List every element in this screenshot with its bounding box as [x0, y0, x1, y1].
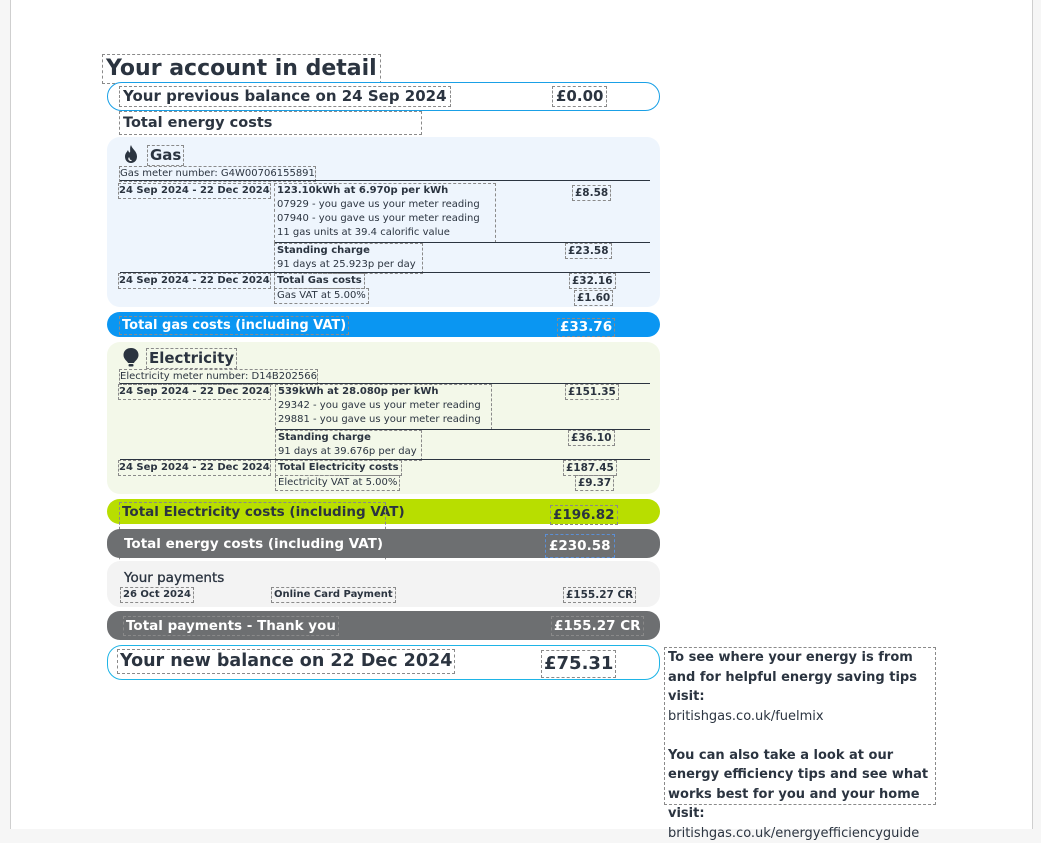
- divider: [120, 459, 650, 460]
- divider: [120, 272, 650, 273]
- electricity-total-bar-amount: £196.82: [551, 506, 617, 524]
- electricity-total-amount: £187.45: [564, 461, 616, 475]
- electricity-vat-amount: £9.37: [576, 476, 613, 490]
- electricity-usage-amount: £151.35: [566, 385, 618, 399]
- gas-usage-period: 24 Sep 2024 - 22 Dec 2024: [119, 184, 270, 198]
- payments-heading: Your payments: [124, 569, 224, 587]
- divider: [120, 180, 650, 181]
- total-payments-label: Total payments - Thank you: [124, 617, 338, 635]
- previous-balance-label: Your previous balance on 24 Sep 2024: [120, 87, 450, 106]
- gas-reading-1: 07929 - you gave us your meter reading: [275, 198, 495, 212]
- electricity-standing-charge-detail: 91 days at 39.676p per day: [276, 445, 421, 459]
- total-energy-bar-label: Total energy costs (including VAT): [124, 535, 383, 553]
- electricity-reading-2: 29881 - you gave us your meter reading: [276, 413, 491, 427]
- electricity-standing-charge: [276, 431, 421, 460]
- new-balance-amount: £75.31: [542, 651, 615, 677]
- electricity-usage-title: 539kWh at 28.080p per kWh: [276, 385, 491, 399]
- gas-usage-detail: [275, 184, 495, 242]
- gas-vat-label: Gas VAT at 5.00%: [275, 289, 368, 303]
- payment-date: 26 Oct 2024: [121, 588, 193, 602]
- gas-standing-charge-detail: 91 days at 25.923p per day: [275, 258, 422, 272]
- total-energy-costs-heading: Total energy costs: [120, 112, 421, 134]
- fuel-mix-link[interactable]: britishgas.co.uk/fuelmix: [668, 707, 932, 727]
- lightbulb-icon: [122, 347, 140, 369]
- new-balance-label: Your new balance on 22 Dec 2024: [118, 650, 454, 673]
- electricity-usage-period: 24 Sep 2024 - 22 Dec 2024: [119, 385, 270, 399]
- electricity-total-period: 24 Sep 2024 - 22 Dec 2024: [119, 461, 270, 475]
- fuel-mix-text: To see where your energy is from and for helpful energy saving tips visit:: [668, 648, 932, 707]
- electricity-total-title: Total Electricity costs: [276, 461, 401, 475]
- gas-usage-amount: £8.58: [573, 186, 610, 200]
- electricity-standing-charge-amount: £36.10: [569, 431, 614, 445]
- page-title: Your account in detail: [103, 55, 380, 83]
- divider: [275, 242, 650, 243]
- total-payments-amount: £155.27 CR: [552, 617, 643, 635]
- efficiency-tips-text: You can also take a look at our energy efficiency tips and see what works best for you and your home visit:: [668, 746, 932, 824]
- divider: [276, 429, 650, 430]
- gas-standing-charge: [275, 244, 422, 273]
- divider: [120, 383, 650, 384]
- electricity-meter-number: Electricity meter number: D14B202566: [120, 370, 317, 384]
- gas-heading: Gas: [148, 146, 183, 165]
- electricity-usage-detail: [276, 385, 491, 429]
- gas-calorific-value: 11 gas units at 39.4 calorific value: [275, 226, 495, 240]
- gas-total-period: 24 Sep 2024 - 22 Dec 2024: [119, 274, 270, 288]
- flame-icon: [122, 144, 140, 164]
- previous-balance-amount: £0.00: [553, 87, 606, 106]
- gas-usage-title: 123.10kWh at 6.970p per kWh: [275, 184, 495, 198]
- gas-standing-charge-title: Standing charge: [275, 244, 422, 258]
- electricity-total-bar-label: Total Electricity costs (including VAT): [120, 503, 385, 583]
- gas-reading-2: 07940 - you gave us your meter reading: [275, 212, 495, 226]
- payment-method: Online Card Payment: [272, 588, 395, 602]
- efficiency-guide-link[interactable]: britishgas.co.uk/energyefficiencyguide: [668, 824, 932, 843]
- electricity-standing-charge-title: Standing charge: [276, 431, 421, 445]
- gas-total-amount: £32.16: [570, 274, 615, 288]
- gas-total-title: Total Gas costs: [275, 274, 364, 288]
- payment-amount: £155.27 CR: [564, 588, 635, 602]
- gas-vat-amount: £1.60: [575, 291, 612, 305]
- total-energy-bar-amount: £230.58: [546, 535, 614, 557]
- gas-meter-number: Gas meter number: G4W00706155891: [120, 167, 315, 181]
- energy-tips-info: [665, 648, 935, 804]
- electricity-reading-1: 29342 - you gave us your meter reading: [276, 399, 491, 413]
- gas-total-bar-amount: £33.76: [558, 319, 614, 336]
- gas-total-bar-label: Total gas costs (including VAT): [120, 317, 348, 334]
- electricity-vat-label: Electricity VAT at 5.00%: [276, 476, 399, 490]
- gas-standing-charge-amount: £23.58: [566, 244, 611, 258]
- electricity-heading: Electricity: [147, 349, 236, 368]
